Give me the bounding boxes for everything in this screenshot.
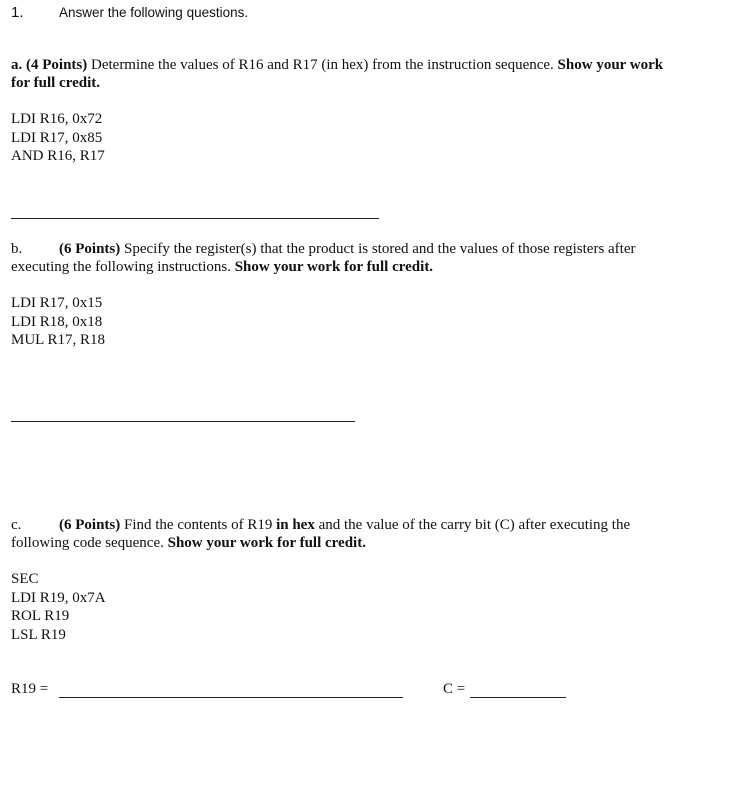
question-c-text3: following code sequence. xyxy=(11,535,168,551)
code-line: LDI R17, 0x15 xyxy=(11,295,103,311)
carry-label: C = xyxy=(443,681,466,697)
answer-line-a[interactable] xyxy=(11,218,379,219)
question-c-line1 xyxy=(11,516,630,534)
question-b-line1 xyxy=(11,240,636,258)
question-b-line2 xyxy=(11,258,433,276)
question-b-show-work: Show your work for full credit. xyxy=(234,259,434,275)
question-c-text2: and the value of the carry bit (C) after executing the xyxy=(314,517,631,533)
question-b-points: (6 Points) xyxy=(59,241,121,257)
question-a-text: Determine the values of R16 and R17 (in hex) from the instruction sequence. xyxy=(87,57,558,73)
question-c-label: c. xyxy=(11,517,22,533)
question-b-text2: executing the following instructions. xyxy=(11,259,235,275)
question-c-text: Find the contents of R19 xyxy=(120,517,277,533)
code-line: ROL R19 xyxy=(11,608,70,624)
question-a-points: (4 Points) xyxy=(26,57,88,73)
question-number: 1. xyxy=(11,4,24,21)
question-b-label: b. xyxy=(11,241,23,257)
question-a-label: a. xyxy=(11,57,23,73)
question-b-code xyxy=(11,294,105,350)
answer-line-carry[interactable] xyxy=(470,697,566,698)
question-c-in-hex: in hex xyxy=(276,517,315,533)
r19-label: R19 = xyxy=(11,681,49,697)
question-c-show-work: Show your work for full credit. xyxy=(167,535,366,551)
answer-line-r19[interactable] xyxy=(59,697,403,698)
question-c-points: (6 Points) xyxy=(59,517,121,533)
code-line: MUL R17, R18 xyxy=(11,332,106,348)
question-c-code xyxy=(11,570,106,644)
question-a-code xyxy=(11,110,105,166)
code-line: LSL R19 xyxy=(11,626,66,643)
question-c-line2 xyxy=(11,534,366,552)
code-line: LDI R16, 0x72 xyxy=(11,111,103,127)
answer-line-b[interactable] xyxy=(11,421,355,422)
code-line: LDI R18, 0x18 xyxy=(11,313,103,330)
question-a-line2: for full credit. xyxy=(11,75,101,91)
code-line: AND R16, R17 xyxy=(11,148,105,164)
question-b-text: Specify the register(s) that the product is stored and the values of those registers after xyxy=(120,241,636,257)
code-line: LDI R17, 0x85 xyxy=(11,129,103,146)
question-a-line1 xyxy=(11,56,663,74)
instruction-heading: Answer the following questions. xyxy=(59,5,249,20)
code-line: LDI R19, 0x7A xyxy=(11,589,106,606)
question-a-show-work: Show your work xyxy=(557,57,664,73)
code-line: SEC xyxy=(11,571,39,587)
